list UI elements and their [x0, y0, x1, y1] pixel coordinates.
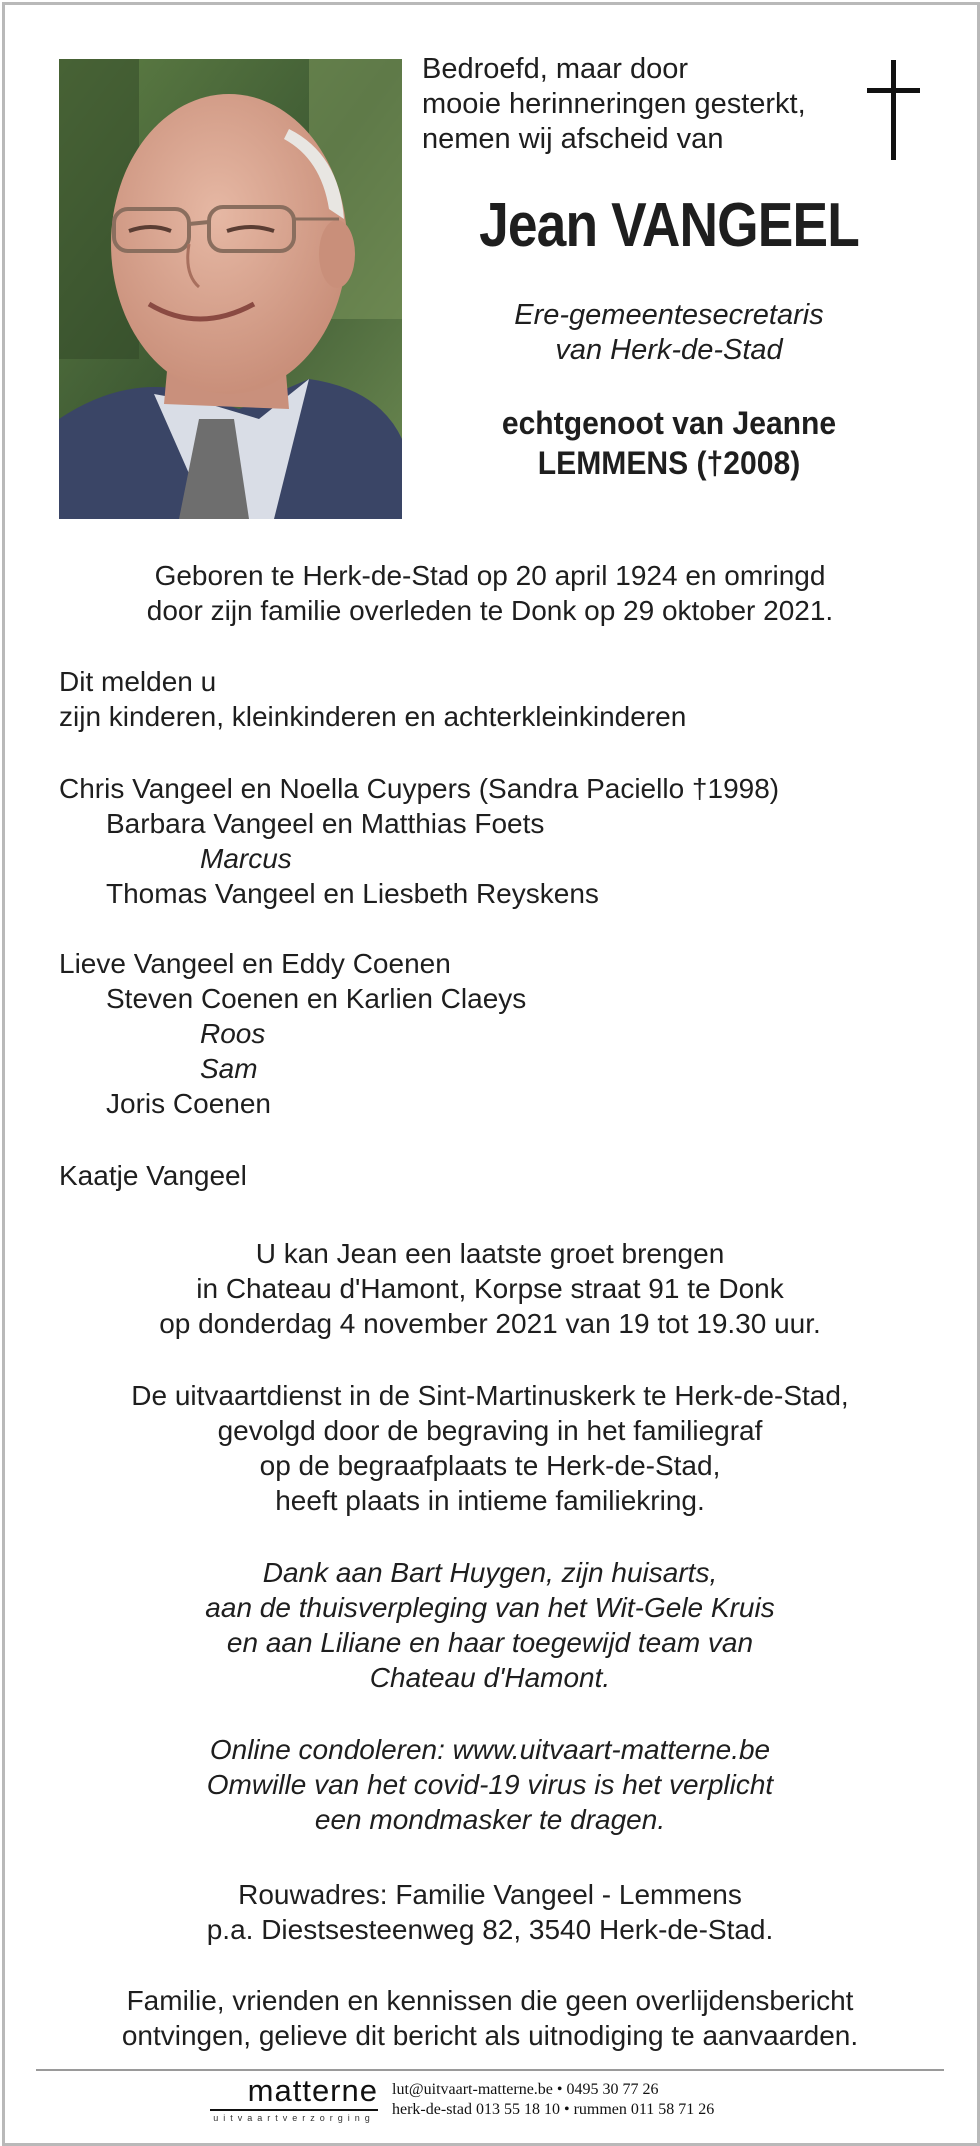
address-line: p.a. Diestsesteenweg 82, 3540 Herk-de-Stad.: [206, 1914, 774, 1945]
family-member: Kaatje Vangeel: [59, 1160, 247, 1191]
cross-icon: [864, 60, 924, 160]
service-line: op de begraafplaats te Herk-de-Stad,: [259, 1450, 721, 1481]
thanks-line: Chateau d'Hamont.: [369, 1662, 611, 1693]
thanks-line: aan de thuisverpleging van het Wit-Gele Kruis: [205, 1592, 775, 1623]
deceased-name: Jean VANGEEL: [479, 191, 859, 260]
visit-line: U kan Jean een laatste groet brengen: [255, 1238, 725, 1269]
logo-underline: [210, 2109, 378, 2111]
family-member: Marcus: [200, 843, 292, 874]
family-member: Roos: [200, 1018, 266, 1049]
closing-line: Familie, vrienden en kennissen die geen overlijdensbericht: [126, 1985, 854, 2016]
online-line: een mondmasker te dragen.: [314, 1804, 666, 1835]
funeral-home-logo: matterne: [247, 2073, 378, 2108]
intro-line: Bedroefd, maar door: [422, 53, 688, 85]
service-line: De uitvaartdienst in de Sint-Martinuskerk te Herk-de-Stad,: [131, 1380, 849, 1411]
service-line: gevolgd door de begraving in het familiegraf: [217, 1415, 763, 1446]
closing-line: ontvingen, gelieve dit bericht als uitnodiging te aanvaarden.: [121, 2020, 859, 2051]
thanks-line: Dank aan Bart Huygen, zijn huisarts,: [262, 1557, 718, 1588]
role-line: Ere-gemeentesecretaris: [514, 299, 824, 331]
role-line: van Herk-de-Stad: [555, 334, 783, 366]
family-member: Thomas Vangeel en Liesbeth Reyskens: [106, 878, 599, 909]
announce-line: zijn kinderen, kleinkinderen en achterkleinkinderen: [59, 701, 687, 732]
spouse-line: LEMMENS (†2008): [537, 445, 801, 481]
family-member: Barbara Vangeel en Matthias Foets: [106, 808, 545, 839]
thanks-line: en aan Liliane en haar toegewijd team van: [226, 1627, 754, 1658]
family-member: Sam: [200, 1053, 258, 1084]
address-line: Rouwadres: Familie Vangeel - Lemmens: [238, 1879, 742, 1910]
intro-line: mooie herinneringen gesterkt,: [422, 88, 806, 120]
announce-line: Dit melden u: [59, 666, 217, 697]
service-line: heeft plaats in intieme familiekring.: [275, 1485, 705, 1516]
family-member: Lieve Vangeel en Eddy Coenen: [59, 948, 451, 979]
online-line: Online condoleren: www.uitvaart-matterne.be: [209, 1734, 771, 1765]
family-member: Chris Vangeel en Noella Cuypers (Sandra Paciello †1998): [59, 773, 780, 804]
visit-line: in Chateau d'Hamont, Korpse straat 91 te Donk: [196, 1273, 784, 1304]
contact-offices: herk-de-stad 013 55 18 10 • rummen 011 58 71 26: [392, 2101, 715, 2118]
birth-line: door zijn familie overleden te Donk op 29 oktober 2021.: [146, 595, 834, 626]
spouse-line: echtgenoot van Jeanne: [501, 405, 837, 441]
logo-subtitle: uitvaartverzorging: [213, 2113, 375, 2123]
intro-text: [422, 52, 842, 157]
birth-line: Geboren te Herk-de-Stad op 20 april 1924 en omringd: [154, 560, 826, 591]
family-member: Joris Coenen: [106, 1088, 271, 1119]
honorary-title: [404, 298, 934, 368]
family-member: Steven Coenen en Karlien Claeys: [106, 983, 527, 1014]
spouse-info: [420, 403, 918, 483]
visit-line: op donderdag 4 november 2021 van 19 tot 19.30 uur.: [159, 1308, 821, 1339]
contact-email-phone: lut@uitvaart-matterne.be • 0495 30 77 26: [392, 2081, 659, 2098]
intro-line: nemen wij afscheid van: [422, 123, 724, 155]
portrait-photo: [59, 59, 402, 519]
online-line: Omwille van het covid-19 virus is het verplicht: [206, 1769, 774, 1800]
footer-divider: [36, 2069, 944, 2071]
